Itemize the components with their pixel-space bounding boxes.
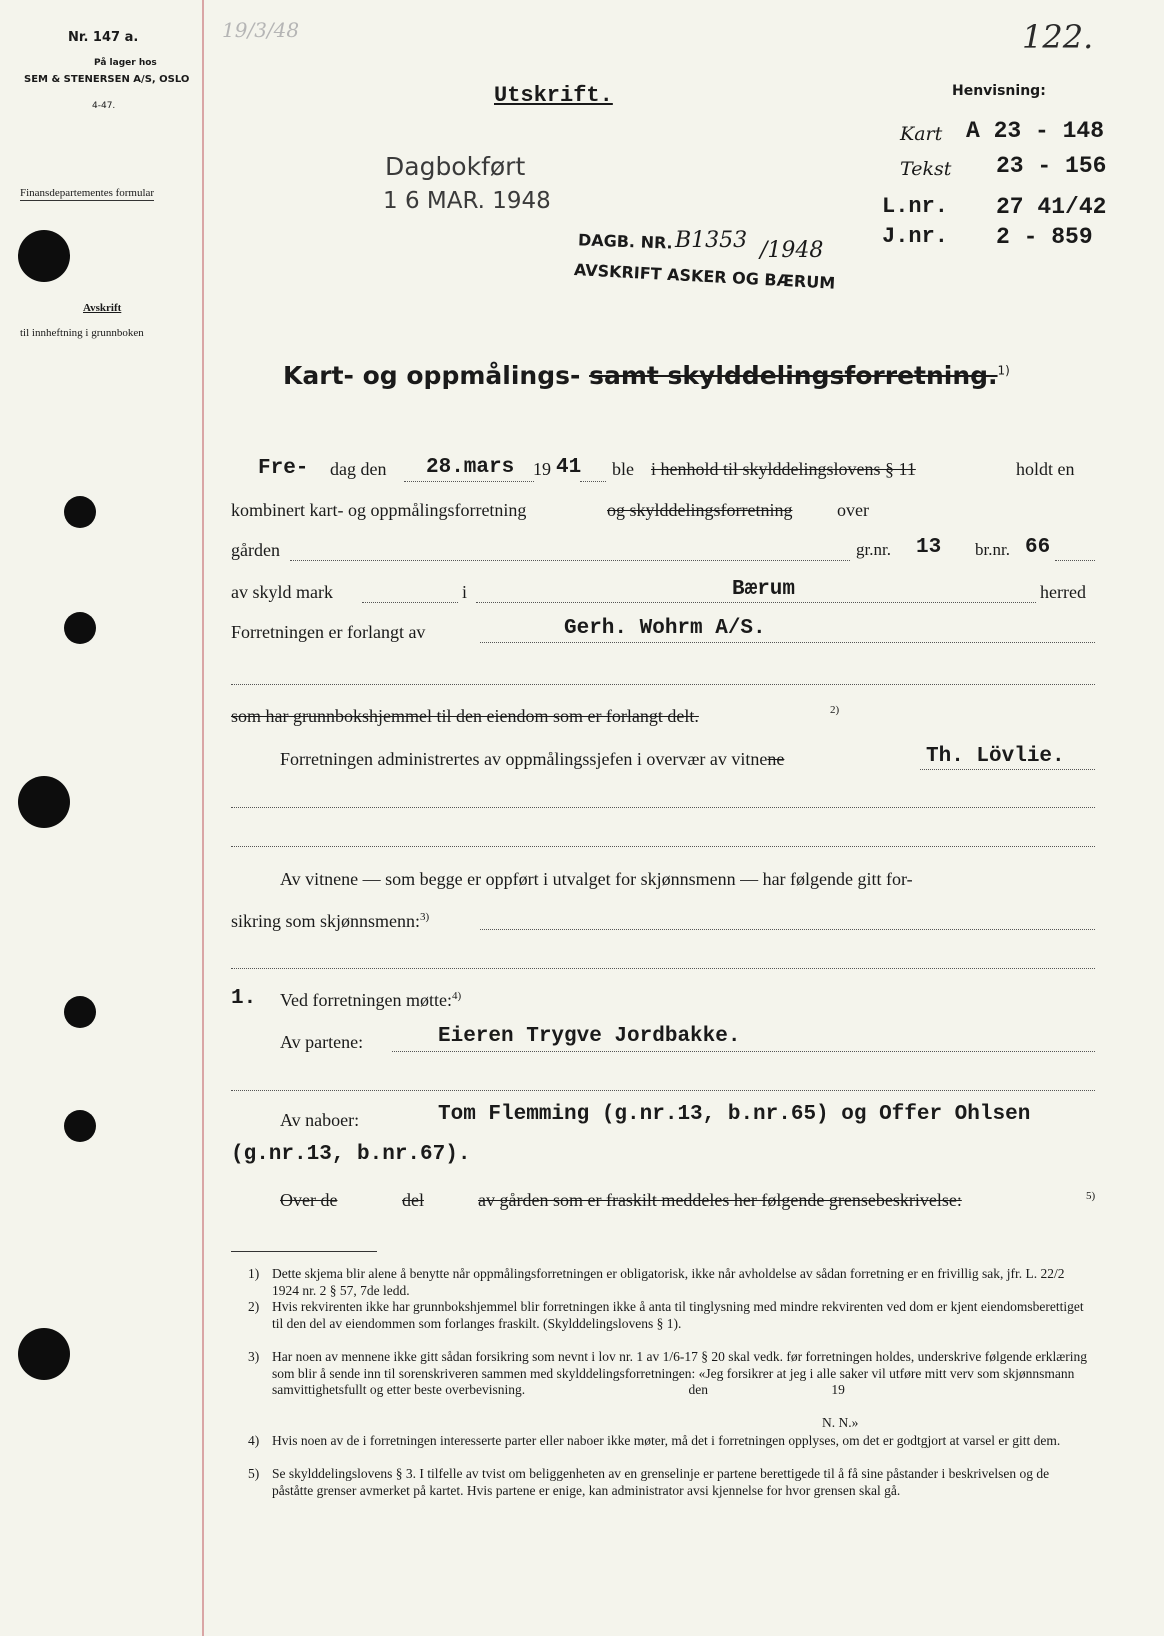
struck-grunnbok: som har grunnbokshjemmel til den eiendom som er forlangt delt. [231,706,699,726]
tekst-value: 23 - 156 [996,153,1107,179]
garden-label: gården [231,540,280,560]
dagbokfort-label: Dagbokført [385,152,526,181]
document-title: Utskrift. [494,83,613,108]
footnote-2-text: Hvis rekvirenten ikke har grunnbokshjemmel blir forretningen ikke å anta til tinglysning med mindre rekvirenten ved dom er kjent eiendomsberettiget til den del av eiendommen som forlanges fraskilt. (Skylddelingslovens § 1). [272,1299,1084,1331]
punch-hole [64,496,96,528]
dagbokfort-date: 1 6 MAR. 1948 [383,188,551,214]
admin-text [280,749,784,770]
tekst-label: Tekst [900,158,952,180]
dag-den: dag den [330,459,387,479]
holdt-en: holdt en [1016,459,1075,479]
punch-hole [64,996,96,1028]
printer-date: 4-47. [92,101,116,111]
blank-line-4 [231,968,1095,969]
vitne-value: Th. Lövlie. [926,745,1065,768]
dagb-nr-label: DAGB. NR. [577,230,674,253]
vitne-dots [920,769,1095,770]
dagb-nr-year: /1948 [760,238,824,263]
jnr-label: J.nr. [882,224,949,249]
punch-hole [64,1110,96,1142]
footnote-3 [248,1349,1092,1399]
kart-value: A 23 - 148 [966,118,1105,144]
jnr-value: 2 - 859 [996,224,1093,250]
av-naboer-value-line2: (g.nr.13, b.nr.67). [231,1143,471,1166]
av-skyld-label: av skyld mark [231,582,333,602]
margin-rule [202,0,204,1636]
kombinert-text: kombinert kart- og oppmålingsforretning [231,500,527,520]
forlangt-label: Forretningen er forlangt av [231,622,426,642]
av-vitnene-text: sikring som skjønnsmenn: [231,911,421,931]
ved-forretningen [280,990,461,1011]
ved-note: 4) [451,990,462,1002]
garden-dots [290,560,850,561]
dagb-nr-value: B1353 [675,228,748,253]
punch-hole [18,230,70,282]
form-owner: Finansdepartementes formular [20,187,155,199]
year-prefix: 19 [533,459,551,479]
vitnene-dots [480,929,1095,930]
blank-line-3 [231,846,1095,847]
footnote-5 [248,1466,1092,1499]
blank-line-5 [231,1090,1095,1091]
main-title-part1: Kart- og oppmålings- [283,361,581,390]
main-title [283,361,1010,390]
year-suffix: 41 [556,456,582,479]
footnote-4-num: 4) [248,1433,260,1448]
over-word: over [837,500,869,520]
struck-henhold: i henhold til skylddelingslovens § 11 [651,459,916,479]
main-title-note: 1) [997,363,1010,378]
footnote-3-text: Har noen av mennene ikke gitt sådan forsikring som nevnt i lov nr. 1 av 1/6-17 § 20 skal vedk. før forretningen holdes, underskrive følgende erklæring som blir å sende inn til sorenskriveren sammen med skylddelingsforretningen: «Jeg forsikrer at jeg i alle saker vil utføre mitt verv som skjønnsmann samvittighetsfullt og etter beste overbevisning. [272,1349,1088,1397]
day-prefix: Fre- [258,457,309,480]
printer-line2: SEM & STENERSEN A/S, OSLO [24,74,190,85]
forlangt-value: Gerh. Wohrm A/S. [564,617,766,640]
form-number: Nr. 147 a. [68,30,139,45]
avskrift-stamp: AVSKRIFT ASKER OG BÆRUM [573,260,836,293]
av-naboer-label: Av naboer: [280,1110,360,1130]
footnote-rule [231,1251,377,1252]
ble-word: ble [612,459,634,479]
main-title-struck: samt skylddelingsforretning. [589,361,998,390]
av-partene-label: Av partene: [280,1032,364,1052]
brnr-label: br.nr. [975,540,1010,559]
struck-over-note: 5) [1086,1190,1096,1202]
blank-line-2 [231,807,1095,808]
forretning-date: 28.mars [426,456,515,479]
av-naboer-value-line1: Tom Flemming (g.nr.13, b.nr.65) og Offer Ohlsen [438,1103,1031,1126]
av-partene-value: Eieren Trygve Jordbakke. [438,1025,741,1048]
av-vitnene-note: 3) [420,911,430,923]
i-word: i [462,582,468,602]
footnote-4 [248,1433,1092,1450]
struck-av-garden: av gården som er fraskilt meddeles her følgende grensebeskrivelse: [478,1190,962,1210]
year-dots [580,481,606,482]
footnote-2-num: 2) [248,1299,260,1314]
struck-grunnbok-note: 2) [830,704,840,716]
skyld-dots [362,602,458,603]
section-number: 1. [231,987,257,1010]
footnote-3-num: 3) [248,1349,260,1364]
left-note-text: til innheftning i grunnboken [20,327,144,339]
struck-skylddeling: og skylddelingsforretning [607,500,793,520]
footnote-1 [248,1266,1092,1299]
left-note-title: Avskrift [83,302,122,314]
forlangt-dots [480,642,1095,643]
ved-forretningen-text: Ved forretningen møtte: [280,990,452,1010]
kommune-value: Bærum [732,578,796,601]
footnote-3-year: 19 [831,1382,845,1397]
footnote-4-text: Hvis noen av de i forretningen interesserte parter eller naboer ikke møter, må det i forretningen opplyses, om det er godtgjort at varsel er gitt dem. [272,1433,1061,1448]
punch-hole [64,612,96,644]
kommune-dots [476,602,1036,603]
page-number: 122. [1022,18,1094,56]
punch-hole [18,776,70,828]
lnr-value: 27 41/42 [996,194,1107,220]
admin-struck-ne: ne [767,749,785,769]
struck-del: del [402,1190,424,1210]
av-vitnene-line1: Av vitnene — som begge er oppført i utvalget for skjønnsmenn — har følgende gitt for- [280,869,913,889]
footnote-1-num: 1) [248,1266,260,1281]
admin-text-main: Forretningen administrertes av oppmålingssjefen i overvær av vitne [280,749,768,769]
herred-word: herred [1040,582,1086,602]
footnote-5-num: 5) [248,1466,260,1481]
struck-over-de: Over de [280,1190,338,1210]
blank-line-1 [231,684,1095,685]
kart-label: Kart [900,123,943,145]
punch-hole [18,1328,70,1380]
grnr-label: gr.nr. [856,540,891,559]
partene-dots [392,1051,1095,1052]
date-dots [404,481,534,482]
footnote-3-den: den [688,1382,708,1397]
printer-line1: På lager hos [94,58,157,68]
lnr-label: L.nr. [882,194,949,219]
av-vitnene-line2 [231,911,429,932]
brnr-dots [1055,560,1095,561]
brnr-value: 66 [1025,536,1051,559]
henvisning-heading: Henvisning: [952,83,1046,99]
footnote-5-text: Se skylddelingslovens § 3. I tilfelle av tvist om beliggenheten av en grenselinje er partene berettigede til å få sine påstander i beskrivelsen og de påståtte grenser avmerket på kartet. Hvis partene er enige, kan administrator avsi kjennelse for hvor grensen skal gå. [272,1466,1050,1498]
footnote-3-nn: N. N.» [822,1415,859,1430]
grnr-value: 13 [916,536,942,559]
corner-pencil-note: 19/3/48 [222,18,300,42]
footnote-1-text: Dette skjema blir alene å benytte når oppmålingsforretningen er obligatorisk, ikke når avholdelse av sådan forretning er en frivillig sak, jfr. L. 22/2 1924 nr. 2 § 57, 7de ledd. [272,1266,1065,1298]
footnote-2 [248,1299,1092,1332]
